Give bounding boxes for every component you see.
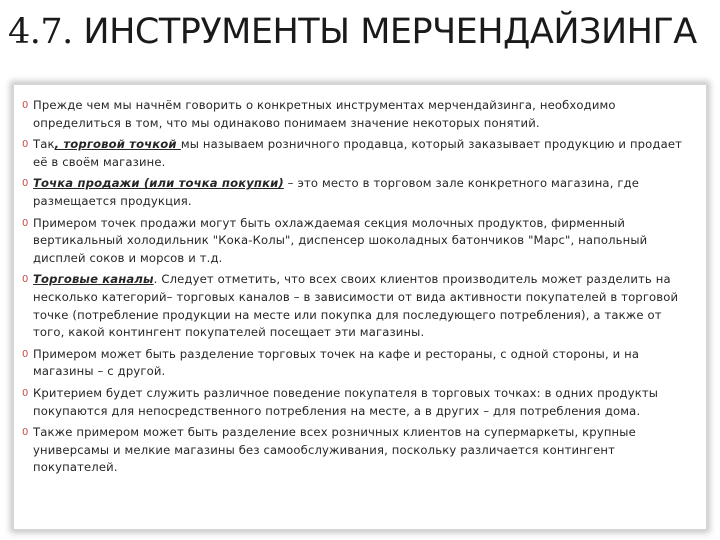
- bullet-item: [22, 136, 696, 171]
- bullet-item: [22, 215, 696, 268]
- title-bar: [0, 0, 720, 72]
- bullet-marker: 0: [22, 139, 29, 151]
- bullet-text: Примером может быть разделение торговых точек на кафе и рестораны, с одной стороны, и на магазины – с другой.: [33, 346, 640, 379]
- bullet-item: [22, 175, 696, 210]
- title-text: ИНСТРУМЕНТЫ МЕРЧЕНДАЙЗИНГА: [72, 12, 697, 52]
- bullet-text: Примером точек продажи могут быть охлаждаемая секция молочных продуктов, фирменный вертикальный холодильник "Кока-Колы", диспенсер шоколадных батончиков "Марс", напольный дисплей соков и морсов и т.д.: [33, 215, 648, 265]
- term-trade-channels: Торговые каналы: [33, 272, 154, 287]
- bullet-marker: 0: [22, 274, 29, 286]
- bullet-marker: 0: [22, 100, 29, 111]
- bullet-text: . Следует отметить, что всех своих клиентов производитель может разделить на несколько категорий– торговых каналов – в зависимости от вида активности покупателей в торговой точке (потребление продукции на месте или покупка для последующего потребления), а также от того, какой контингент покупателей посещает эти магазины.: [33, 272, 679, 340]
- title-number: 4.7.: [8, 12, 73, 52]
- bullet-item: [22, 346, 696, 381]
- bullet-marker: 0: [22, 427, 29, 439]
- bullet-marker: 0: [22, 178, 29, 190]
- slide-title: [8, 10, 697, 54]
- bullet-marker: 0: [22, 348, 29, 360]
- bullet-list: [14, 85, 706, 477]
- content-panel: [13, 84, 707, 530]
- term-trade-point: , торговой точкой: [54, 137, 181, 152]
- term-point-of-sale: Точка продажи (или точка покупки): [33, 176, 284, 191]
- bullet-item: [22, 385, 696, 420]
- bullet-text: мы называем розничного продавца, который заказывает продукцию и продает её в своём магазине.: [33, 137, 683, 169]
- bullet-text: Критерием будет служить различное поведение покупателя в торговых точках: в одних продукты покупаются для непосредственного потребления на месте, а в других – для потребления дома.: [33, 385, 659, 418]
- bullet-prefix: Так: [33, 137, 55, 152]
- bullet-text: – это место в торговом зале конкретного магазина, где размещается продукция.: [33, 176, 640, 208]
- bullet-item: [22, 424, 696, 477]
- bullet-marker: 0: [22, 387, 29, 399]
- bullet-text: Также примером может быть разделение всех розничных клиентов на супермаркеты, крупные универсамы и мелкие магазины без самообслуживания, поскольку различается контингент покупателей.: [33, 425, 636, 475]
- bullet-text: Прежде чем мы начнём говорить о конкретных инструментах мерчендайзинга, необходимо определиться в том, что мы одинаково понимаем значение некоторых понятий.: [33, 98, 616, 130]
- bullet-item: [22, 271, 696, 341]
- bullet-marker: 0: [22, 217, 29, 229]
- bullet-item: [22, 97, 696, 132]
